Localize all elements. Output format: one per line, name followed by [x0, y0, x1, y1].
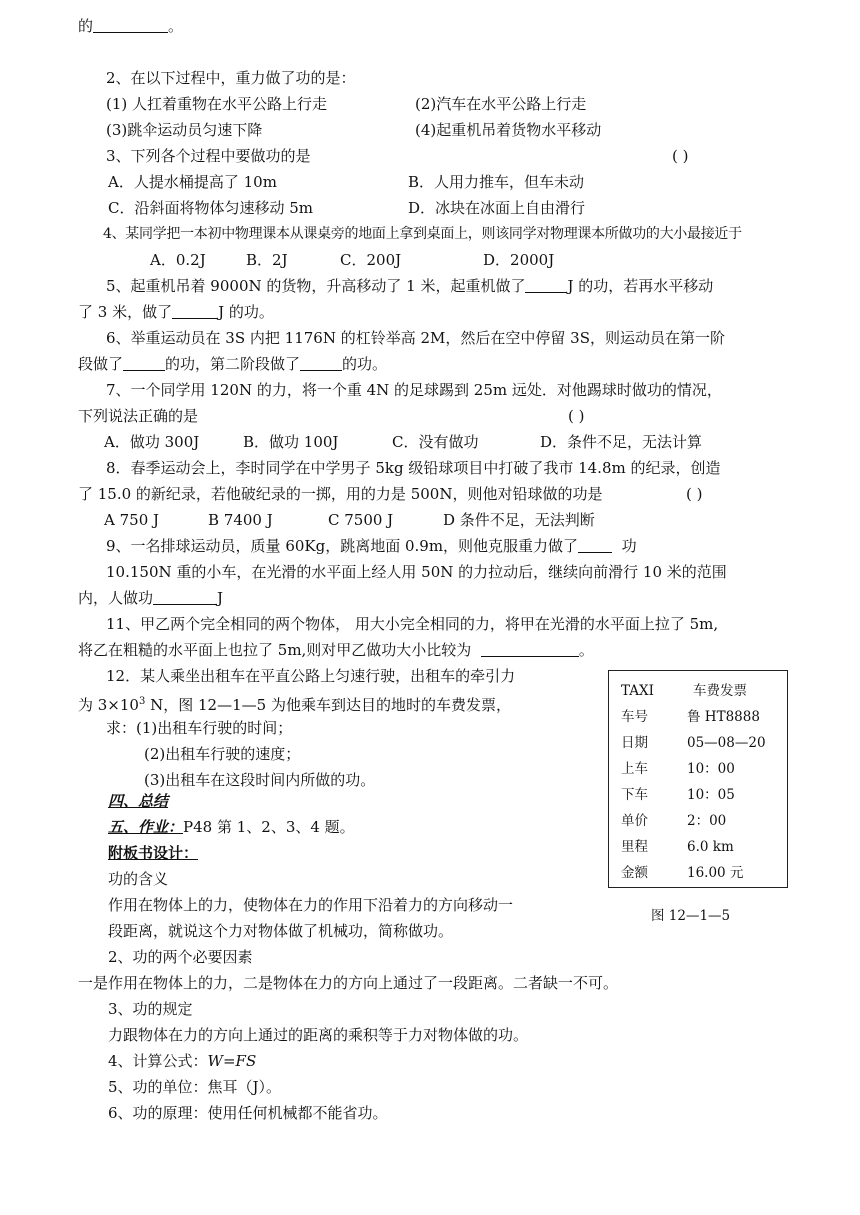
- q4-option-a: A．0.2J: [150, 251, 206, 269]
- blank: [578, 537, 612, 553]
- board-heading-1: 功的含义: [108, 870, 169, 888]
- q10-line-1: 10.150N 重的小车，在光滑的水平面上经人用 50N 的力拉动后，继续向前滑行 10 米的范围: [106, 563, 727, 581]
- blank: [300, 355, 342, 371]
- board-paragraph-1b: 段距离，就说这个力对物体做了机械功，简称做功。: [108, 922, 454, 940]
- q3-stem: 3、下列各个过程中要做功的是: [106, 147, 311, 165]
- q2-option-4: (4)起重机吊着货物水平移动: [415, 121, 602, 139]
- q7-answer-paren: ( ): [568, 407, 585, 425]
- q10-line-2: 内，人做功 J: [78, 589, 224, 607]
- blank: [481, 641, 579, 657]
- receipt-row: 单价 2：00: [621, 813, 727, 829]
- q2-option-3: (3)跳伞运动员匀速下降: [106, 121, 263, 139]
- receipt-row: 上车 10：00: [621, 761, 735, 777]
- blank: [525, 277, 567, 293]
- q6-line-2: 段做了 的功，第二阶段做了 的功。: [78, 355, 388, 373]
- q7-option-c: C．没有做功: [392, 433, 479, 451]
- q7-line-2: 下列说法正确的是: [78, 407, 199, 425]
- receipt-row: 车号 鲁 HT8888: [621, 709, 760, 725]
- q12-line-4: (2)出租车行驶的速度；: [144, 745, 301, 763]
- q4-stem: 4、某同学把一本初中物理课本从课桌旁的地面上拿到桌面上，则该同学对物理课本所做功的大小最接近于: [103, 226, 742, 242]
- q8-option-a: A 750 J: [104, 511, 160, 529]
- q8-line-1: 8．春季运动会上，李时同学在中学男子 5kg 级铅球项目中打破了我市 14.8m 的纪录，创造: [106, 459, 721, 477]
- q8-option-d: D 条件不足，无法判断: [443, 511, 595, 529]
- q11-line-2: 将乙在粗糙的水平面上也拉了 5m,则对甲乙做功大小比较为 。: [78, 641, 594, 659]
- board-paragraph-3: 力跟物体在力的方向上通过的距离的乘积等于力对物体做的功。: [108, 1026, 529, 1044]
- receipt-row: 日期 05—08—20: [621, 735, 766, 751]
- q8-line-2: 了 15.0 的新纪录，若他破纪录的一掷，用的力是 500N，则他对铅球做的功是: [78, 485, 603, 503]
- q4-option-b: B．2J: [246, 251, 288, 269]
- blank: [172, 303, 218, 319]
- q12-line-3: 求：(1)出租车行驶的时间；: [106, 719, 293, 737]
- blank: [153, 589, 217, 605]
- q8-option-c: C 7500 J: [328, 511, 394, 529]
- q12-line-2: 为 $3\times 10^3$ N，图 12—1—5 为他乘车到达目的地时的车费发票，: [78, 696, 511, 714]
- board-paragraph-1a: 作用在物体上的力，使物体在力的作用下沿着力的方向移动一: [108, 896, 514, 914]
- board-heading-6: 6、功的原理：使用任何机械都不能省功。: [108, 1104, 388, 1122]
- receipt-row: 下车 10：05: [621, 787, 735, 803]
- q2-stem: 2、在以下过程中，重力做了功的是：: [106, 69, 356, 87]
- q6-line-1: 6、举重运动员在 3S 内把 1176N 的杠铃举高 2M，然后在空中停留 3S，则运动员在第一阶: [106, 329, 725, 347]
- q12-line-5: (3)出租车在这段时间内所做的功。: [144, 771, 376, 789]
- board-heading-5: 5、功的单位：焦耳（J）。: [108, 1078, 282, 1096]
- q4-option-c: C．200J: [340, 251, 402, 269]
- board-heading-3: 3、功的规定: [108, 1000, 193, 1018]
- board-heading-2: 2、功的两个必要因素: [108, 948, 253, 966]
- receipt-header: TAXI 车费发票: [621, 683, 747, 699]
- q3-option-b: B．人用力推车，但车未动: [408, 173, 585, 191]
- board-design-title: 附板书设计：: [108, 844, 199, 862]
- formula: W=FS: [207, 1052, 257, 1070]
- q12-line-1: 12．某人乘坐出租车在平直公路上匀速行驶，出租车的牵引力: [106, 667, 516, 685]
- q7-option-d: D．条件不足，无法计算: [540, 433, 703, 451]
- q8-option-b: B 7400 J: [208, 511, 273, 529]
- section-homework: 五、作业：P48 第 1、2、3、4 题。: [108, 818, 355, 836]
- q11-line-1: 11、甲乙两个完全相同的两个物体， 用大小完全相同的力，将甲在光滑的水平面上拉了 5m,: [106, 615, 719, 633]
- q8-answer-paren: ( ): [686, 485, 703, 503]
- q7-option-a: A．做功 300J: [104, 433, 200, 451]
- q9-line: 9、一名排球运动员，质量 60Kg，跳离地面 0.9m，则他克服重力做了 功: [106, 537, 637, 555]
- blank: [123, 355, 165, 371]
- q5-line-2: 了 3 米，做了 J 的功。: [78, 303, 274, 321]
- board-paragraph-2: 一是作用在物体上的力，二是物体在力的方向上通过了一段距离。二者缺一不可。: [78, 974, 619, 992]
- q3-answer-paren: ( ): [672, 147, 689, 165]
- blank: [93, 17, 168, 33]
- section-summary-title: 四、总结: [108, 792, 169, 810]
- q3-option-c: C．沿斜面将物体匀速移动 5m: [108, 199, 314, 217]
- q2-option-2: (2)汽车在水平公路上行走: [415, 95, 587, 113]
- receipt-row: 金额 16.00 元: [621, 865, 744, 881]
- taxi-receipt: [608, 670, 788, 888]
- receipt-row: 里程 6.0 km: [621, 839, 734, 855]
- q7-option-b: B．做功 100J: [243, 433, 339, 451]
- line-continuation: 的 。: [78, 17, 184, 35]
- figure-caption: 图 12—1—5: [651, 908, 731, 924]
- q3-option-a: A．人提水桶提高了 10m: [108, 173, 277, 191]
- q7-line-1: 7、一个同学用 120N 的力，将一个重 4N 的足球踢到 25m 远处．对他踢球时做功的情况，: [106, 381, 722, 399]
- q4-option-d: D．2000J: [483, 251, 555, 269]
- q5-line-1: 5、起重机吊着 9000N 的货物，升高移动了 1 米，起重机做了 J 的功，若再水平移动: [106, 277, 714, 295]
- q3-option-d: D．冰块在冰面上自由滑行: [408, 199, 586, 217]
- board-heading-4: 4、计算公式：W=FS: [108, 1052, 257, 1070]
- q2-option-1: (1) 人扛着重物在水平公路上行走: [106, 95, 328, 113]
